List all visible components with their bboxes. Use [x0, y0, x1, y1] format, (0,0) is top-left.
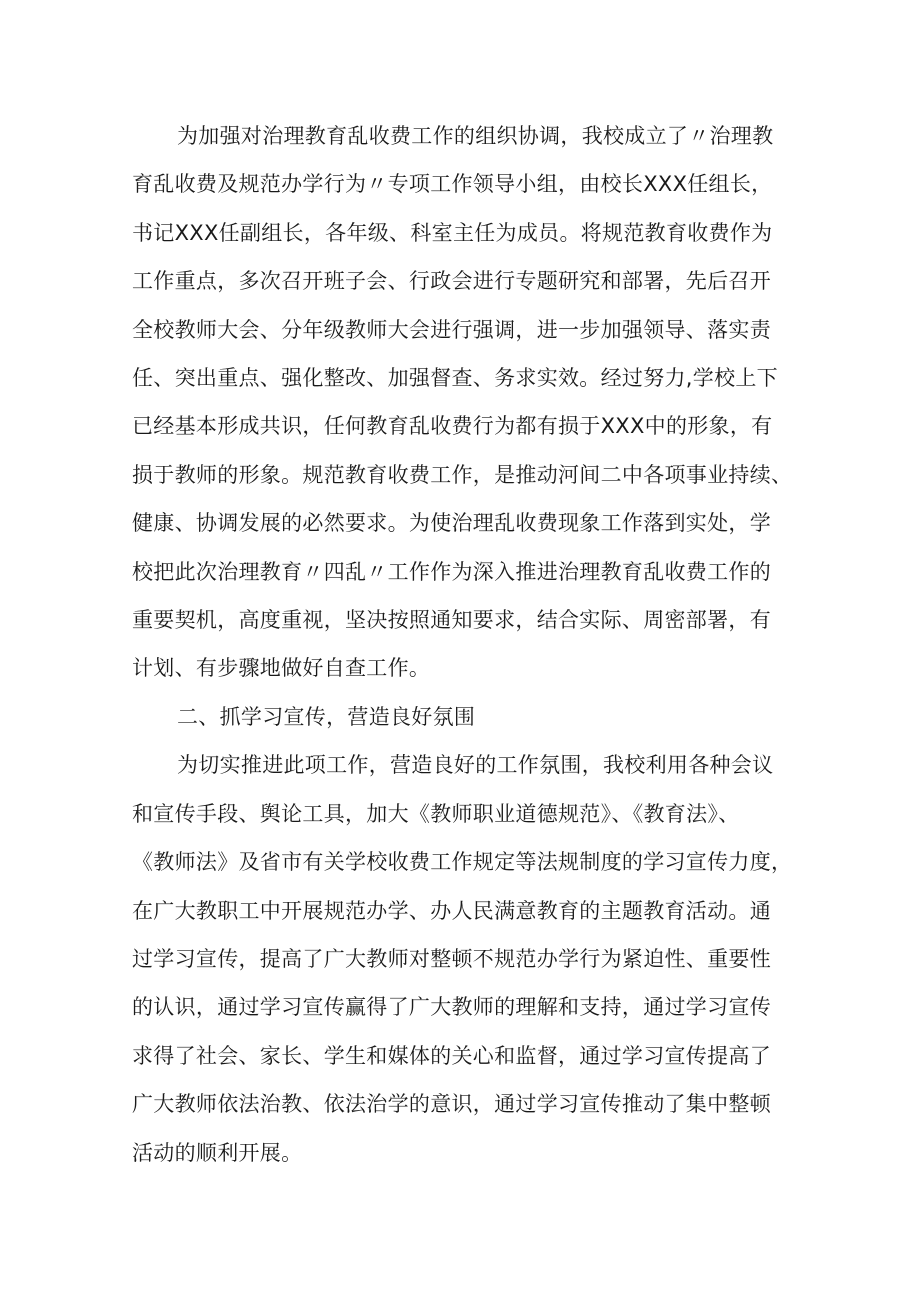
- paragraph-line: 任、突出重点、强化整改、加强督查、务求实效。经过努力,学校上下: [132, 366, 778, 391]
- paragraph-line: 计划、有步骤地做好自查工作。: [132, 656, 431, 681]
- paragraph-line: 过学习宣传，提高了广大教师对整顿不规范办学行为紧迫性、重要性: [132, 946, 771, 971]
- paragraph-line: 书记XXX任副组长，各年级、科室主任为成员。将规范教育收费作为: [132, 220, 773, 245]
- section-heading-text: 二、抓学习宣传，营造良好氛围: [177, 704, 476, 729]
- paragraph-line: 已经基本形成共识，任何教育乱收费行为都有损于XXX中的形象，有: [132, 414, 773, 439]
- paragraph-line: 在广大教职工中开展规范办学、办人民满意教育的主题教育活动。通: [132, 898, 771, 923]
- paragraph-line: 为加强对治理教育乱收费工作的组织协调，我校成立了〃治理教: [177, 124, 774, 148]
- paragraph-line: 《教师法》及省市有关学校收费工作规定等法规制度的学习宣传力度，: [132, 850, 793, 875]
- paragraph-line: 校把此次治理教育〃四乱〃工作作为深入推进治理教育乱收费工作的: [132, 559, 771, 584]
- paragraph-line: 为切实推进此项工作，营造良好的工作氛围，我校利用各种会议: [177, 753, 774, 778]
- paragraph-line: 损于教师的形象。规范教育收费工作，是推动河间二中各项事业持续、: [132, 462, 793, 487]
- paragraph-line: 全校教师大会、分年级教师大会进行强调，进一步加强领导、落实责: [132, 317, 771, 342]
- paragraph-line: 求得了社会、家长、学生和媒体的关心和监督，通过学习宣传提高了: [132, 1043, 771, 1068]
- section-heading: [132, 693, 797, 741]
- paragraph-organization: [132, 112, 797, 693]
- paragraph-line: 活动的顺利开展。: [132, 1140, 303, 1165]
- paragraph-line: 育乱收费及规范办学行为〃专项工作领导小组，由校长XXX任组长，: [132, 172, 773, 197]
- paragraph-line: 工作重点，多次召开班子会、行政会进行专题研究和部署，先后召开: [132, 269, 771, 294]
- paragraph-line: 广大教师依法治教、依法治学的意识，通过学习宣传推动了集中整顿: [132, 1092, 771, 1117]
- paragraph-line: 健康、协调发展的必然要求。为使治理乱收费现象工作落到实处，学: [132, 511, 771, 536]
- paragraph-publicity: [132, 741, 797, 1177]
- paragraph-line: 重要契机，高度重视，坚决按照通知要求，结合实际、周密部署，有: [132, 608, 771, 633]
- paragraph-line: 和宣传手段、舆论工具，加大《教师职业道德规范》、《教育法》、: [132, 801, 740, 826]
- document-body: [132, 112, 797, 1177]
- paragraph-line: 的认识，通过学习宣传赢得了广大教师的理解和支持，通过学习宣传: [132, 995, 771, 1020]
